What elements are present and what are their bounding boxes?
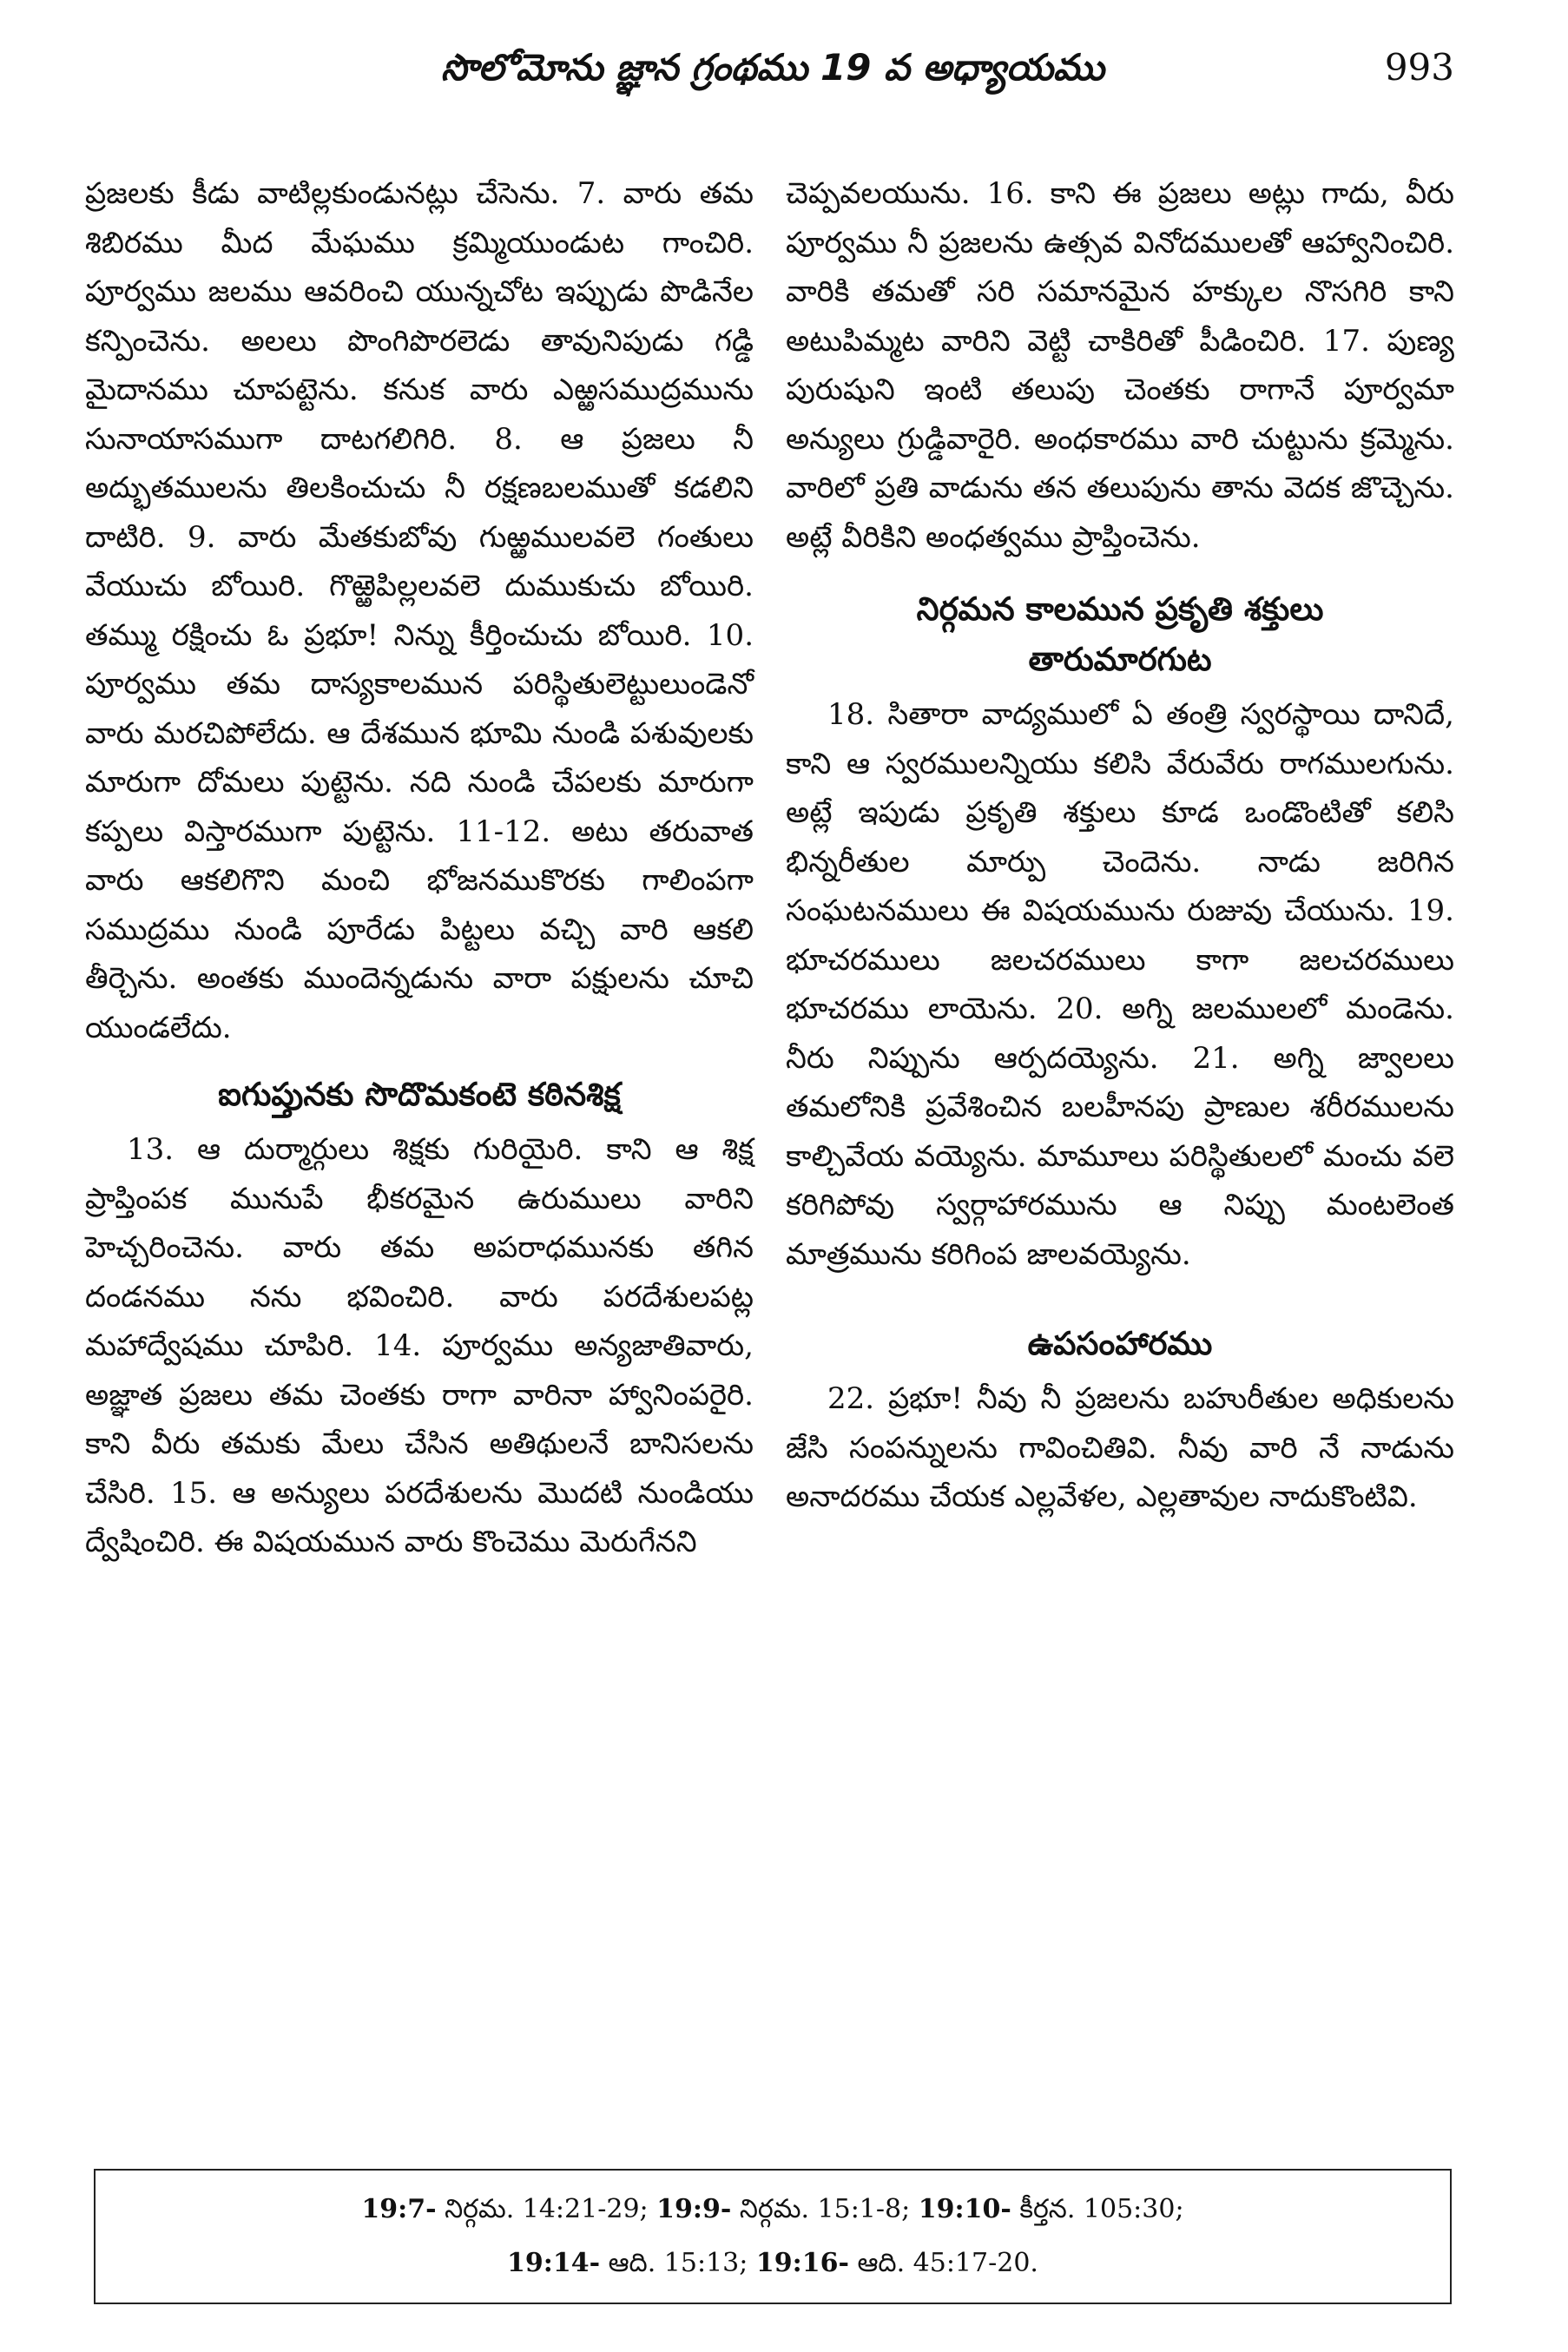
left-paragraph-2: 13. ఆ దుర్మార్గులు శిక్షకు గురియైరి. కాని ఆ శిక్ష ప్రాప్తింపక మునుపే భీకరమైన ఉరుములు వారిని హెచ్చరించెను. వారు తమ అపరాధమునకు తగిన దండనము నను భవించిరి. వారు పరదేశులపట్ల మహాద్వేషము చూపిరి. 14. పూర్వము అన్యజాతివారు, అజ్ఞాత ప్రజలు తమ చెంతకు రాగా వారినా హ్వానింపరైరి. కాని వీరు తమకు మేలు చేసిన అతిథులనే బానిసలను చేసిరి. 15. ఆ అన్యులు పరదేశులను మొదటి నుండియు ద్వేషించిరి. ఈ విషయమున వారు కొంచెము మెరుగేనని: [85, 1132, 754, 1559]
section-heading-line-2: తారుమారగుట: [1028, 641, 1212, 678]
right-paragraph-1: చెప్పవలయును. 16. కాని ఈ ప్రజలు అట్లు గాదు, వీరు పూర్వము నీ ప్రజలను ఉత్సవ వినోదములతో ఆహ్వానించిరి. వారికి తమతో సరి సమానమైన హక్కుల నొసగిరి కాని అటుపిమ్మట వారిని వెట్టి చాకిరితో పీడించిరి. 17. పుణ్య పురుషుని ఇంటి తలుపు చెంతకు రాగానే పూర్వమా అన్యులు గ్రుడ్డివారైరి. అంధకారము వారి చుట్టును క్రమ్మెను. వారిలో ప్రతి వాడును తన తలుపును తాను వెదక జొచ్చెను. అట్లే వీరికిని అంధత్వము ప్రాప్తించెను.: [786, 176, 1454, 555]
cross-reference-line-2: [113, 2237, 1433, 2290]
right-column: [786, 169, 1454, 1522]
section-heading-egypt-punishment: ఐగుప్తునకు సొదొమకంటె కఠినశిక్ష: [218, 1076, 621, 1113]
cross-reference-ref: 19:10-: [918, 2194, 1011, 2224]
left-column: [85, 169, 754, 1567]
cross-reference-text: ఆది. 45:17-20.: [848, 2248, 1038, 2278]
cross-reference-ref: 19:16-: [755, 2248, 849, 2278]
cross-reference-ref: 19:7-: [361, 2194, 437, 2224]
cross-reference-text: నిర్గమ. 15:1-8;: [731, 2194, 919, 2224]
cross-reference-ref: 19:14-: [507, 2248, 601, 2278]
cross-reference-line-1: [113, 2183, 1433, 2237]
cross-reference-text: నిర్గమ. 14:21-29;: [436, 2194, 657, 2224]
section-heading-conclusion: ఉపసంహారము: [1027, 1325, 1213, 1362]
cross-reference-box: [94, 2169, 1452, 2304]
cross-reference-text: కీర్తన. 105:30;: [1011, 2194, 1184, 2224]
right-paragraph-2: 18. సితారా వాద్యములో ఏ తంత్రి స్వరస్థాయి దానిదే, కాని ఆ స్వరములన్నియు కలిసి వేరువేరు రాగములగును. అట్లే ఇపుడు ప్రకృతి శక్తులు కూడ ఒండొంటితో కలిసి భిన్నరీతుల మార్పు చెందెను. నాడు జరిగిన సంఘటనములు ఈ విషయమును రుజువు చేయును. 19. భూచరములు జలచరములు కాగా జలచరములు భూచరము లాయెను. 20. అగ్ని జలములలో మండెను. నీరు నిప్పును ఆర్పదయ్యెను. 21. అగ్ని జ్వాలలు తమలోనికి ప్రవేశించిన బలహీనపు ప్రాణుల శరీరములను కాల్చివేయ వయ్యెను. మామూలు పరిస్థితులలో మంచు వలె కరిగిపోవు స్వర్గాహారమును ఆ నిప్పు మంటలెంత మాత్రమును కరిగింప జాలవయ్యెను.: [786, 697, 1454, 1272]
section-heading-nature-forces: [786, 584, 1454, 685]
page-header: [91, 40, 1454, 101]
cross-reference-ref: 19:9-: [656, 2194, 732, 2224]
right-paragraph-3: 22. ప్రభూ! నీవు నీ ప్రజలను బహురీతుల అధికులను జేసి సంపన్నులను గావించితివి. నీవు వారి నే నాడును అనాదరము చేయక ఎల్లవేళల, ఎల్లతావుల నాదుకొంటివి.: [786, 1381, 1454, 1514]
left-paragraph-1: ప్రజలకు కీడు వాటిల్లకుండునట్లు చేసెను. 7. వారు తమ శిబిరము మీద మేఘము క్రమ్మియుండుట గాంచిరి. పూర్వము జలము ఆవరించి యున్నచోట ఇప్పుడు పొడినేల కన్పించెను. అలలు పొంగిపొరలెడు తావునిపుడు గడ్డి మైదానము చూపట్టెను. కనుక వారు ఎఱ్ఱసముద్రమును సునాయాసముగా దాటగలిగిరి. 8. ఆ ప్రజలు నీ అద్భుతములను తిలకించుచు నీ రక్షణబలముతో కడలిని దాటిరి. 9. వారు మేతకుబోవు గుఱ్ఱములవలె గంతులు వేయుచు బోయిరి. గొఱ్ఱెపిల్లలవలె దుముకుచు బోయిరి. తమ్ము రక్షించు ఓ ప్రభూ! నిన్ను కీర్తించుచు బోయిరి. 10. పూర్వము తమ దాస్యకాలమున పరిస్థితులెట్టులుండెనో వారు మరచిపోలేదు. ఆ దేశమున భూమి నుండి పశువులకు మారుగా దోమలు పుట్టెను. నది నుండి చేపలకు మారుగా కప్పలు విస్తారముగా పుట్టెను. 11-12. అటు తరువాత వారు ఆకలిగొని మంచి భోజనముకొరకు గాలింపగా సముద్రము నుండి పూరేడు పిట్టలు వచ్చి వారి ఆకలి తీర్చెను. అంతకు ముందెన్నడును వారా పక్షులను చూచి యుండలేదు.: [85, 176, 754, 1045]
cross-reference-text: ఆది. 15:13;: [600, 2248, 756, 2278]
page-number: 993: [1384, 46, 1454, 89]
page-title: సొలోమోను జ్ఞాన గ్రంథము 19 వ అధ్యాయము: [440, 46, 1105, 89]
section-heading-line-1: నిర్గమన కాలమున ప్రకృతి శక్తులు: [916, 590, 1324, 628]
